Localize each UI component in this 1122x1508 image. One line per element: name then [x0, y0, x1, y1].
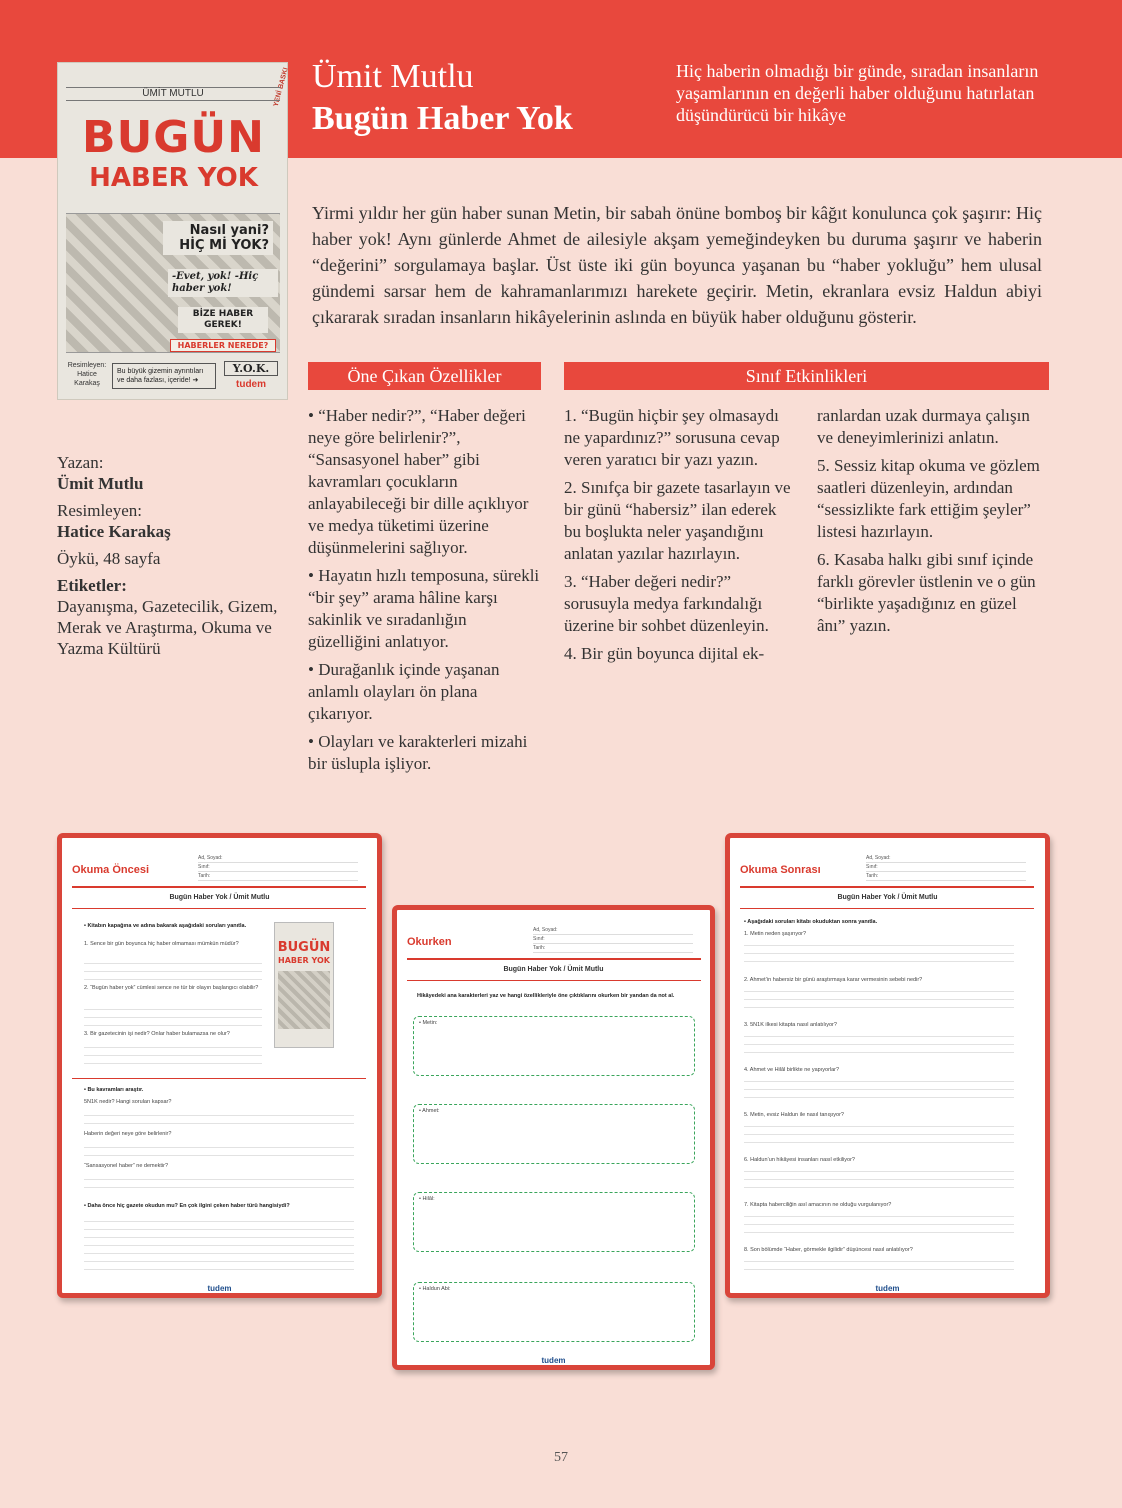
worksheet-rule [740, 908, 1034, 909]
illustrator-label: Resimleyen: [57, 501, 142, 520]
worksheet-question: Haberin değeri neye göre belirlenir? [84, 1131, 172, 1137]
character-box [413, 1282, 695, 1342]
answer-lines [84, 1172, 354, 1188]
worksheet-question: 2. “Bugün haber yok” cümlesi sence ne tür bir olayın başlangıcı olabilir? [84, 985, 259, 991]
field-name: Ad, Soyad: [533, 926, 693, 935]
worksheet-intro: Hikâyedeki ana karakterleri yaz ve hangi özellikleriyle öne çıktıklarını okurken bir yandan da not al. [417, 993, 675, 999]
worksheet-fields [533, 926, 693, 953]
activity-item: 1. “Bugün hiçbir şey olmasaydı ne yapardınız?” sorusuna cevap veren yaratıcı bir yazı yazın. [564, 406, 780, 469]
worksheet-rule [407, 980, 701, 981]
worksheet-question: 1. Metin neden şaşırıyor? [744, 931, 807, 937]
worksheet-intro: • Bu kavramları araştır. [84, 1087, 144, 1093]
worksheet-question: 5N1K nedir? Hangi soruları kapsar? [84, 1099, 172, 1105]
field-date: Tarih: [866, 872, 1026, 881]
book-title: Bugün Haber Yok [312, 100, 573, 137]
answer-lines [744, 1209, 1014, 1233]
answer-lines [84, 1040, 262, 1064]
answer-lines [84, 1140, 354, 1156]
tudem-logo: tudem [207, 1284, 232, 1293]
worksheet-question: 5. Metin, evsiz Haldun ile nasıl tanışıyor? [744, 1112, 844, 1118]
worksheet-fields [198, 854, 358, 881]
worksheet-rule [740, 886, 1034, 888]
field-date: Tarih: [533, 944, 693, 953]
book-cover [57, 62, 288, 400]
activity-item: 5. Sessiz kitap okuma ve gözlem saatleri düzenleyin, ardından “sessizlikte fark ettiğim şeyler” listesi hazırlayın. [817, 456, 1040, 541]
answer-lines [744, 1029, 1014, 1053]
worksheet-rule [72, 1078, 366, 1079]
features-heading: Öne Çıkan Özellikler [308, 362, 541, 390]
cover-blurb: Bu büyük gizemin ayrıntıları ve daha fazlası, içeride! ➜ [112, 363, 216, 389]
character-box [413, 1016, 695, 1076]
worksheet-rule [72, 886, 366, 888]
answer-lines [84, 1108, 354, 1124]
worksheet-question: 6. Haldun’un hikâyesi insanları nasıl etkiliyor? [744, 1157, 855, 1163]
feature-item: • Durağanlık içinde yaşanan anlamlı olayları ön plana çıkarıyor. [308, 660, 500, 723]
cover-badge: YENİ BASKI [272, 67, 290, 108]
feature-item: • Hayatın hızlı temposuna, sürekli “bir şey” arama hâline karşı sakinlik ve sıradanlığın güzelliğini anlatıyor. [308, 566, 540, 651]
cover-answer: -Evet, yok! -Hiç haber yok! [168, 269, 278, 297]
character-box [413, 1192, 695, 1252]
tagline: Hiç haberin olmadığı bir günde, sıradan insanların yaşamlarının en değerli haber olduğunu hatırlatan düşündürücü bir hikâye [676, 61, 1039, 125]
answer-lines [744, 1254, 1014, 1274]
author-name: Ümit Mutlu [312, 58, 474, 95]
worksheet-question: 3. 5N1K ilkesi kitapta nasıl anlatılıyor? [744, 1022, 837, 1028]
worksheet-book: Bugün Haber Yok / Ümit Mutlu [503, 966, 604, 973]
tudem-logo: tudem [875, 1284, 900, 1293]
answer-lines [84, 1002, 262, 1026]
mini-cover-art [278, 971, 330, 1029]
activity-item: 4. Bir gün boyunca dijital ek- [564, 644, 765, 663]
worksheet-question: “Sansasyonel haber” ne demektir? [84, 1163, 169, 1169]
character-label: • Ahmet: [419, 1108, 440, 1114]
worksheet-intro: • Aşağıdaki soruları kitabı okuduktan sonra yanıtla. [744, 919, 878, 925]
worksheet-question: 4. Ahmet ve Hilâl birlikte ne yapıyorlar? [744, 1067, 840, 1073]
worksheet-rule [72, 908, 366, 909]
activities-heading: Sınıf Etkinlikleri [564, 362, 1049, 390]
cover-author: ÜMİT MUTLU [66, 87, 280, 101]
cover-title-line1: BUGÜN [82, 112, 265, 163]
activity-item: 6. Kasaba halkı gibi sınıf içinde farklı görevler üstlenin ve o gün “birlikte yaşadığınız en güzel ânı” yazın. [817, 550, 1036, 635]
field-name: Ad, Soyad: [198, 854, 358, 863]
tudem-logo: tudem [541, 1356, 566, 1365]
worksheet-book: Bugün Haber Yok / Ümit Mutlu [169, 894, 270, 901]
answer-lines [744, 984, 1014, 1008]
field-name: Ad, Soyad: [866, 854, 1026, 863]
worksheet-question: 8. Son bölümde “Haber, görmekle ilgilidir” düşüncesi nasıl anlatılıyor? [744, 1247, 913, 1253]
cover-publisher-logo: tudem [236, 379, 266, 390]
activities-col2 [817, 405, 1049, 643]
feature-item: • Olayları ve karakterleri mizahi bir üslupla işliyor. [308, 732, 528, 773]
worksheet-pre-reading [57, 833, 382, 1298]
worksheet-question: 3. Bir gazetecinin işi nedir? Onlar haber bulamazsa ne olur? [84, 1031, 230, 1037]
character-box [413, 1104, 695, 1164]
worksheet-fields [866, 854, 1026, 881]
activity-item: 3. “Haber değeri nedir?” sorusuyla medya farkındalığı üzerine bir sohbet düzenleyin. [564, 572, 769, 635]
worksheet-question: 7. Kitapta haberciliğin asıl amacının ne olduğu vurgulanıyor? [744, 1202, 892, 1208]
cover-yok: Y.O.K. [224, 361, 278, 376]
worksheet-book: Bugün Haber Yok / Ümit Mutlu [837, 894, 938, 901]
tags-label: Etiketler: [57, 576, 127, 595]
writer-label: Yazan: [57, 453, 104, 472]
field-class: Sınıf: [198, 863, 358, 872]
answer-lines [744, 1119, 1014, 1143]
activity-item: 2. Sınıfça bir gazete tasarlayın ve bir günü “habersiz” ilan ederek bu boşlukta neler yaşandığını anlatan yazılar hazırlayın. [564, 478, 791, 563]
page-number: 57 [554, 1450, 568, 1465]
tags-list: Dayanışma, Gazetecilik, Gizem, Merak ve Araştırma, Okuma ve Yazma Kültürü [57, 597, 278, 658]
worksheet-while-reading [392, 905, 715, 1370]
character-label: • Metin: [419, 1020, 438, 1026]
cover-question: Nasıl yani? HİÇ Mİ YOK? [163, 221, 273, 255]
answer-lines [744, 938, 1014, 962]
mini-cover-title2: HABER YOK [278, 956, 330, 965]
cover-need: BİZE HABER GEREK! [178, 307, 268, 333]
field-class: Sınıf: [533, 935, 693, 944]
book-format: Öykü, 48 sayfa [57, 549, 161, 568]
cover-title-line2: HABER YOK [89, 163, 258, 193]
character-label: • Haldun Abi: [419, 1286, 451, 1292]
worksheet-title: Okuma Sonrası [740, 864, 821, 876]
answer-lines [84, 956, 262, 980]
worksheet-title: Okuma Öncesi [72, 864, 150, 876]
worksheet-intro: • Kitabın kapağına ve adına bakarak aşağıdaki soruları yanıtla. [84, 923, 247, 929]
answer-lines [744, 1074, 1014, 1098]
answer-lines [84, 1214, 354, 1270]
book-summary: Yirmi yıldır her gün haber sunan Metin, bir sabah önüne bomboş bir kâğıt konulunca çok şaşırır: Hiç haber yok! Aynı günlerde Ahmet de ailesiyle akşam yemeğindeyken bu duruma şaşırır ve haberin “değerini” sorgulamaya başlar. Üst üste iki gün boyunca yaşanan bu “haber yokluğu” hem ulusal gündemi sarsar hem de kahramanlarımızı harekete geçirir. Metin, ekranlara evsiz Haldun abiyi çıkararak sıradan insanların hikâyelerinin aslında en büyük haber olduğunu gösterir. [312, 203, 1042, 327]
mini-cover [274, 922, 334, 1048]
feature-item: • “Haber nedir?”, “Haber değeri neye göre belirlenir?”, “Sansasyonel haber” gibi kavramları çocukların anlayabileceği bir dille açıklıyor ve medya tüketimi üzerine düşünmelerini sağlıyor. [308, 406, 529, 557]
cover-where: HABERLER NEREDE? [170, 339, 276, 352]
features-list [308, 405, 540, 781]
field-class: Sınıf: [866, 863, 1026, 872]
illustrator-name: Hatice Karakaş [57, 522, 171, 541]
field-date: Tarih: [198, 872, 358, 881]
worksheet-question: • Daha önce hiç gazete okudun mu? En çok ilgini çeken haber türü hangisiydi? [84, 1203, 290, 1209]
cover-illustrator: Resimleyen: Hatice Karakaş [67, 362, 107, 387]
activity-item: ranlardan uzak durmaya çalışın ve deneyimlerinizi anlatın. [817, 406, 1030, 447]
worksheet-rule [407, 958, 701, 960]
worksheet-title: Okurken [407, 936, 452, 948]
answer-lines [744, 1164, 1014, 1188]
writer-name: Ümit Mutlu [57, 474, 144, 493]
activities-col1 [564, 405, 792, 671]
worksheet-post-reading [725, 833, 1050, 1298]
mini-cover-title1: BUGÜN [277, 940, 331, 955]
book-meta [57, 452, 297, 659]
character-label: • Hilâl: [419, 1196, 435, 1202]
worksheet-question: 2. Ahmet’in habersiz bir günü araştırmaya karar vermesinin sebebi nedir? [744, 977, 923, 983]
worksheet-question: 1. Sence bir gün boyunca hiç haber olmaması mümkün müdür? [84, 941, 239, 947]
